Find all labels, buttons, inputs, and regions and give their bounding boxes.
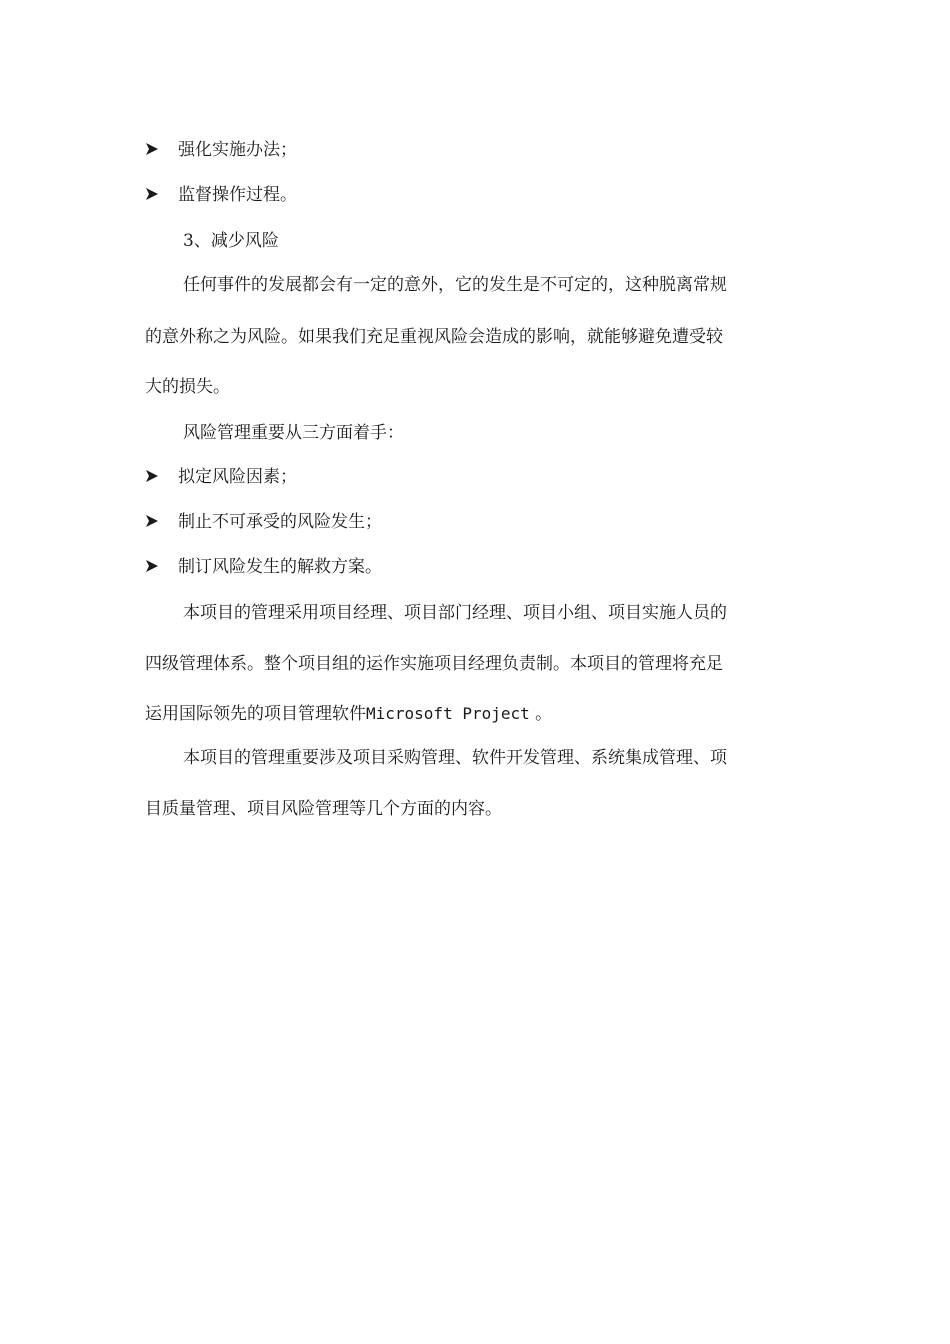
- software-name: Microsoft Project: [366, 704, 530, 723]
- paragraph-line: 四级管理体系。整个项目组的运作实施项目经理负责制。本项目的管理将充足: [145, 654, 723, 674]
- paragraph-line: 任何事件的发展都会有一定的意外，它的发生是不可定的，这种脱离常规: [183, 275, 727, 295]
- list-item: [145, 138, 805, 162]
- paragraph-line: 目质量管理、项目风险管理等几个方面的内容。: [145, 799, 502, 819]
- section-heading: 3、减少风险: [183, 231, 279, 251]
- arrow-bullet-icon: [145, 559, 159, 573]
- arrow-bullet-icon: [145, 469, 159, 483]
- paragraph-line: 本项目的管理采用项目经理、项目部门经理、项目小组、项目实施人员的: [183, 603, 727, 623]
- paragraph-line: 风险管理重要从三方面着手：: [183, 423, 404, 443]
- paragraph-line: 大的损失。: [145, 377, 230, 397]
- list-item: [145, 510, 805, 534]
- paragraph-text: 。: [529, 704, 553, 724]
- list-item-text: 制止不可承受的风险发生；: [178, 512, 382, 532]
- paragraph-text: 运用国际领先的项目管理软件: [145, 704, 366, 724]
- paragraph-line: [145, 702, 805, 726]
- arrow-bullet-icon: [145, 142, 159, 156]
- list-item: [145, 465, 805, 489]
- list-item-text: 强化实施办法；: [178, 140, 297, 160]
- list-item: [145, 555, 805, 579]
- list-item-text: 制订风险发生的解救方案。: [178, 557, 382, 577]
- arrow-bullet-icon: [145, 514, 159, 528]
- list-item-text: 拟定风险因素；: [178, 467, 297, 487]
- paragraph-line: 本项目的管理重要涉及项目采购管理、软件开发管理、系统集成管理、项: [183, 748, 727, 768]
- paragraph-line: 的意外称之为风险。如果我们充足重视风险会造成的影响，就能够避免遭受较: [145, 327, 723, 347]
- arrow-bullet-icon: [145, 187, 159, 201]
- list-item: [145, 183, 805, 207]
- list-item-text: 监督操作过程。: [178, 185, 297, 205]
